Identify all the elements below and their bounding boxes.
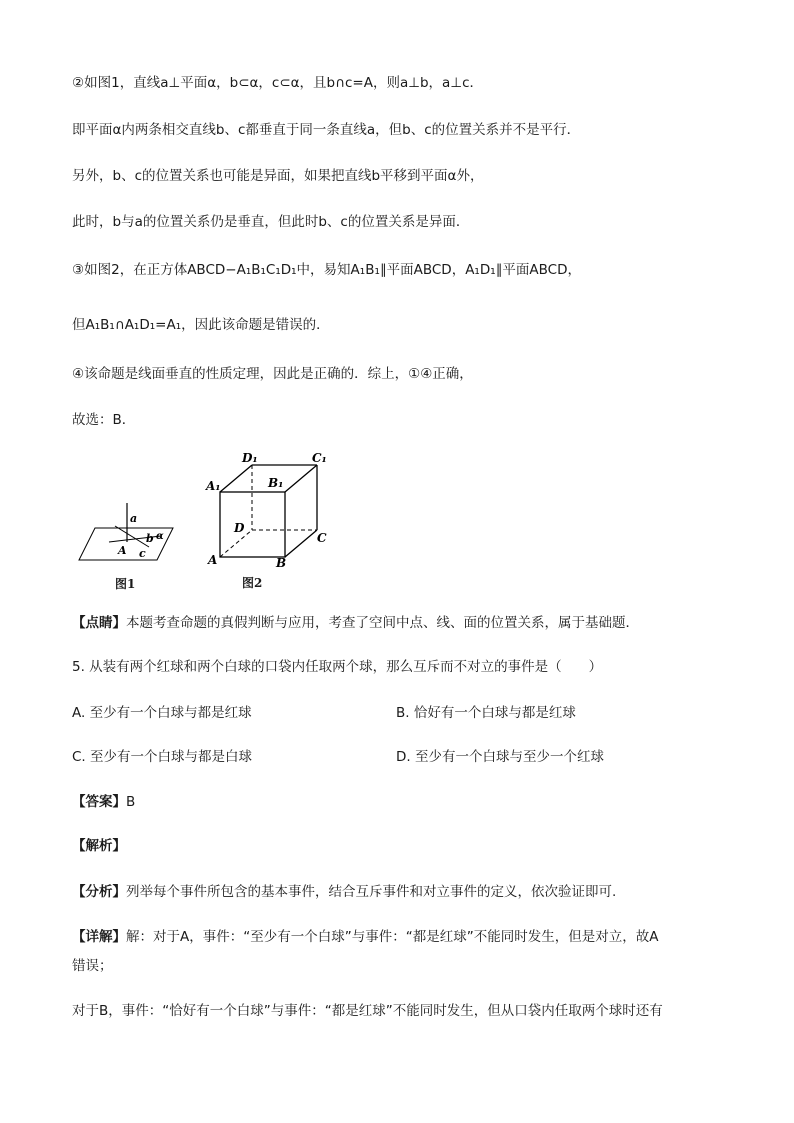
detail-text-1: 解：对于A，事件：“至少有一个白球”与事件：“都是红球”不能同时发生，但是对立，故A [126, 929, 659, 945]
detail-tag: 【详解】 [72, 929, 126, 945]
option-a: A. 至少有一个白球与都是红球 [72, 705, 252, 721]
comment-line [72, 613, 639, 633]
detail-line-2: 错误； [72, 958, 113, 974]
option-b: B. 恰好有一个白球与都是红球 [396, 705, 576, 721]
solution-line-3: 即平面α内两条相交直线b、c都垂直于同一条直线a，但b、c的位置关系并不是平行． [72, 122, 581, 138]
detail-line-3: 对于B，事件：“恰好有一个白球”与事件：“都是红球”不能同时发生，但从口袋内任取两个球时还有 [72, 1003, 663, 1019]
fenxi-line [72, 882, 616, 902]
fig1-label-a: a [130, 512, 138, 525]
fenxi-tag: 【分析】 [72, 884, 126, 900]
detail-line-1 [72, 927, 658, 947]
answer-value: B [126, 794, 136, 810]
solution-line-4: 另外，b、c的位置关系也可能是异面，如果把直线b平移到平面α外， [72, 168, 484, 184]
fig2-label-A: A [208, 553, 218, 567]
solution-line-6: ③如图2，在正方体ABCD−A₁B₁C₁D₁中，易知A₁B₁∥平面ABCD，A₁D₁∥平面ABCD， [72, 262, 581, 278]
solution-line-9: 故选：B． [72, 412, 136, 428]
option-d: D. 至少有一个白球与至少一个红球 [396, 749, 604, 765]
figure-1-caption: 图1 [115, 577, 136, 591]
fig2-label-B1: B₁ [268, 476, 284, 490]
option-c: C. 至少有一个白球与都是白球 [72, 749, 253, 765]
fig2-label-C1: C₁ [312, 451, 327, 465]
analysis-tag: 【解析】 [72, 838, 126, 854]
fig2-label-A1: A₁ [206, 479, 221, 493]
comment-text: 本题考查命题的真假判断与应用，考查了空间中点、线、面的位置关系，属于基础题． [126, 615, 639, 631]
fig2-label-B: B [276, 556, 287, 570]
comment-tag: 【点睛】 [72, 615, 126, 631]
answer-line [72, 792, 135, 812]
fig2-label-D1: D₁ [242, 451, 258, 465]
figure-1 [75, 495, 185, 595]
answer-tag: 【答案】 [72, 794, 126, 810]
solution-line-5: 此时，b与a的位置关系仍是垂直，但此时b、c的位置关系是异面． [72, 214, 470, 230]
solution-line-7: 但A₁B₁∩A₁D₁=A₁，因此该命题是错误的． [72, 317, 330, 333]
fig2-label-C: C [317, 531, 327, 545]
fig1-label-alpha: α [156, 531, 164, 542]
solution-line-8: ④该命题是线面垂直的性质定理，因此是正确的．综上，①④正确， [72, 366, 473, 382]
figure-2 [200, 450, 340, 595]
solution-line-2: ②如图1，直线a⊥平面α，b⊂α，c⊂α，且b∩c=A，则a⊥b，a⊥c． [72, 75, 484, 91]
fig2-label-D: D [234, 521, 245, 535]
question-stem: 5. 从装有两个红球和两个白球的口袋内任取两个球，那么互斥而不对立的事件是（ ） [72, 659, 603, 675]
fig1-label-b: b [146, 532, 154, 545]
fenxi-text: 列举每个事件所包含的基本事件，结合互斥事件和对立事件的定义，依次验证即可. [126, 884, 617, 900]
fig1-label-A: A [118, 544, 127, 557]
fig1-label-c: c [139, 547, 146, 560]
figure-2-caption: 图2 [242, 576, 263, 590]
